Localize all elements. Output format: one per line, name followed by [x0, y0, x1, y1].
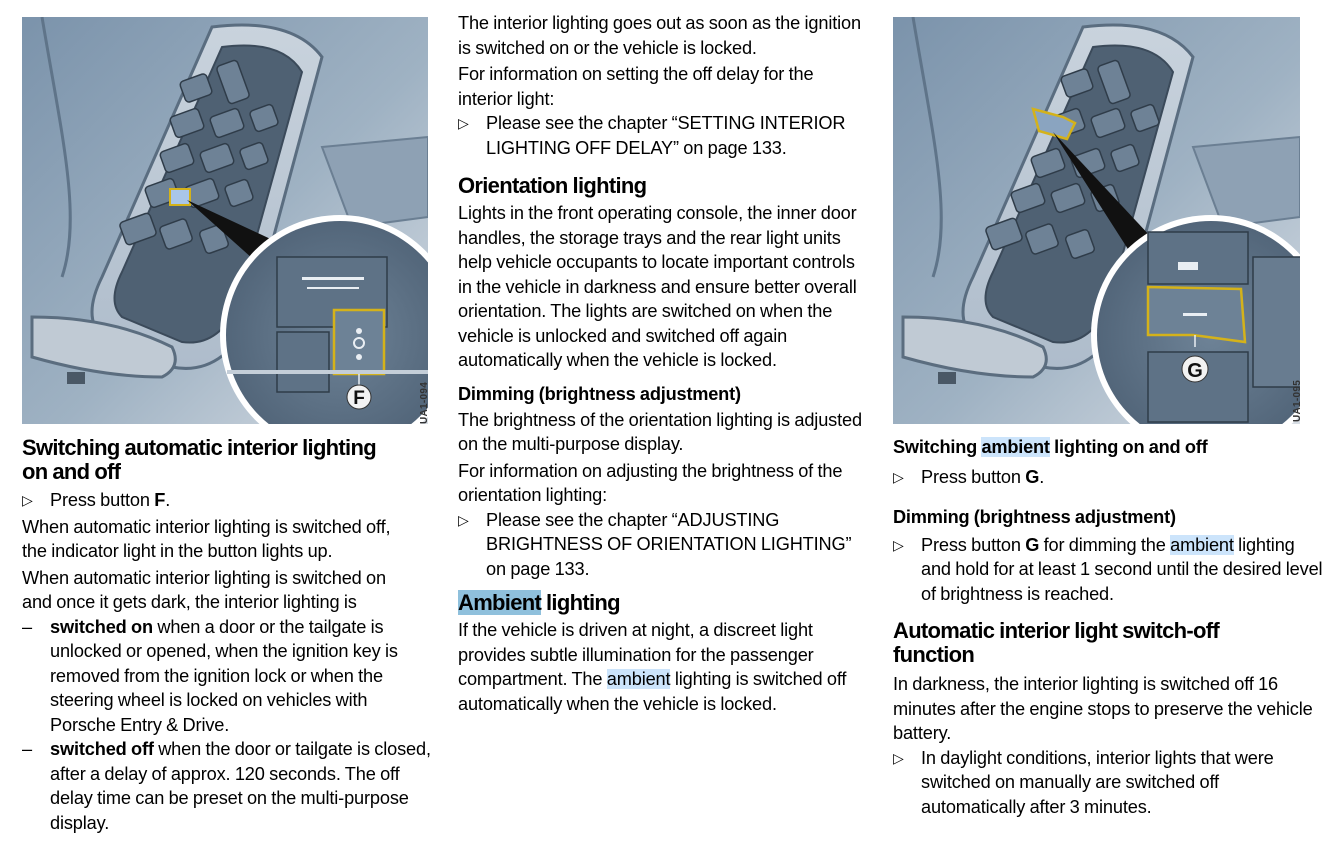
section-right-column: [893, 435, 1323, 819]
paragraph-line: When automatic interior lighting is switched off,: [22, 516, 391, 537]
paragraph-text: If the vehicle is driven at night, a discreet light provides subtle illumination for the passenger compartment. The: [458, 620, 814, 689]
figure-console-button-g: [893, 17, 1300, 424]
step-press-button-g: [893, 465, 1323, 490]
list-item-keyword: switched off: [50, 739, 154, 759]
step-suffix: .: [1039, 467, 1045, 487]
heading-text: Switching: [893, 437, 982, 457]
step-text: Press button: [50, 490, 155, 510]
search-highlight: ambient: [606, 669, 671, 689]
section-automatic-interior-lighting: [22, 436, 432, 835]
heading-orientation-lighting: Orientation lighting: [458, 173, 647, 198]
step-arrow-icon: ▷: [22, 492, 33, 508]
paragraph-line: When automatic interior lighting is switched on: [22, 567, 386, 588]
step-arrow-icon: ▷: [458, 511, 469, 528]
button-reference-f: F: [154, 490, 166, 510]
figure-console-button-f: [22, 17, 428, 424]
list-item-keyword: switched on: [50, 616, 153, 637]
button-reference-g: G: [1025, 467, 1040, 487]
step-text: Press button: [921, 534, 1026, 555]
section-middle-column: [458, 11, 868, 718]
paragraph-switched-on-dark: [22, 566, 432, 615]
step-daylight-switch-off: [893, 746, 1323, 820]
step-dimming-ambient: [893, 533, 1323, 607]
heading-line-1: Switching automatic interior lighting: [22, 435, 376, 460]
heading-automatic-switch-off: [893, 619, 1323, 667]
callout-letter-f: F: [353, 388, 365, 409]
figure-label-ua1-094: UA1-094: [419, 381, 430, 424]
dash-icon: –: [22, 739, 32, 759]
paragraph-ambient-lighting: [458, 618, 868, 716]
paragraph-off-delay-info: For information on setting the off delay for the interior light:: [458, 64, 814, 109]
step-text: lighting and hold for at least 1 second until the desired level of brightness is reached.: [921, 534, 1323, 604]
step-arrow-icon: ▷: [893, 536, 904, 553]
list-item-switched-off: [22, 737, 432, 835]
step-arrow-icon: ▷: [893, 749, 904, 766]
heading-switching-ambient-lighting: [893, 435, 1323, 459]
dash-icon: –: [22, 616, 32, 637]
button-reference-g: G: [1025, 534, 1040, 555]
heading-switching-automatic-interior-lighting: [22, 436, 432, 484]
paragraph-automatic-switch-off: In darkness, the interior lighting is switched off 16 minutes after the engine stops to preserve the vehicle battery.: [893, 674, 1313, 743]
heading-dimming-ambient: Dimming (brightness adjustment): [893, 506, 1176, 527]
list-item-text: when the door or tailgate is closed, after a delay of approx. 120 seconds. The off delay time can be preset on the multi-purpose display.: [50, 739, 431, 833]
step-arrow-icon: ▷: [458, 115, 469, 131]
heading-line-1: Automatic interior light switch-off: [893, 618, 1219, 643]
step-text: for dimming the: [1039, 534, 1171, 555]
step-text: In daylight conditions, interior lights that were switched on manually are switched off automatically after 3 minutes.: [921, 747, 1274, 817]
heading-text: lighting on and off: [1049, 437, 1208, 457]
heading-ambient-lighting: [458, 591, 868, 615]
heading-line-2: on and off: [22, 459, 121, 484]
search-highlight: ambient: [1170, 534, 1234, 555]
list-item-text: when a door or the tailgate is unlocked or opened, when the ignition key is removed from the ignition lock or when the steering wheel is locked on vehicles with Porsche Entry & Drive.: [50, 616, 398, 735]
cross-reference-text: Please see the chapter “SETTING INTERIOR LIGHTING OFF DELAY” on page 133.: [486, 113, 846, 158]
overhead-console-illustration-f: [22, 17, 428, 424]
search-highlight: ambient: [981, 437, 1050, 457]
step-text: Press button: [921, 467, 1026, 487]
paragraph-dimming-info: For information on adjusting the brightness of the orientation lighting:: [458, 460, 843, 505]
overhead-console-illustration-g: [893, 17, 1300, 424]
paragraph-lighting-goes-out: The interior lighting goes out as soon as the ignition is switched on or the vehicle is locked.: [458, 13, 861, 58]
paragraph-switched-off-indicator: [22, 515, 432, 564]
callout-letter-g: G: [1187, 360, 1203, 382]
cross-reference-text: Please see the chapter “ADJUSTING BRIGHTNESS OF ORIENTATION LIGHTING” on page 133.: [486, 509, 852, 579]
paragraph-orientation-lighting: Lights in the front operating console, the inner door handles, the storage trays and the rear light units help vehicle occupants to locate important controls in the vehicle in darkness and ensure better overall orientation. The lights are switched on when the vehicle is unlocked and switched off again automatically when the vehicle is locked.: [458, 203, 857, 370]
figure-label-ua1-095: UA1-095: [1292, 379, 1303, 422]
reference-setting-off-delay: [458, 111, 868, 160]
list-item-switched-on: [22, 615, 432, 738]
heading-text: lighting: [541, 590, 620, 615]
paragraph-dimming-orientation: The brightness of the orientation lighting is adjusted on the multi-purpose display.: [458, 409, 862, 454]
search-highlight: Ambient: [458, 590, 542, 615]
heading-line-2: function: [893, 642, 975, 667]
reference-adjusting-brightness: [458, 508, 868, 582]
paragraph-text: lighting is switched off automatically when the vehicle is locked.: [458, 669, 847, 714]
step-press-button-f: [22, 488, 432, 513]
heading-dimming-orientation: Dimming (brightness adjustment): [458, 383, 741, 404]
step-arrow-icon: ▷: [893, 469, 904, 485]
step-suffix: .: [165, 490, 171, 510]
paragraph-line: the indicator light in the button lights up.: [22, 541, 333, 561]
paragraph-line: and once it gets dark, the interior lighting is: [22, 592, 357, 612]
